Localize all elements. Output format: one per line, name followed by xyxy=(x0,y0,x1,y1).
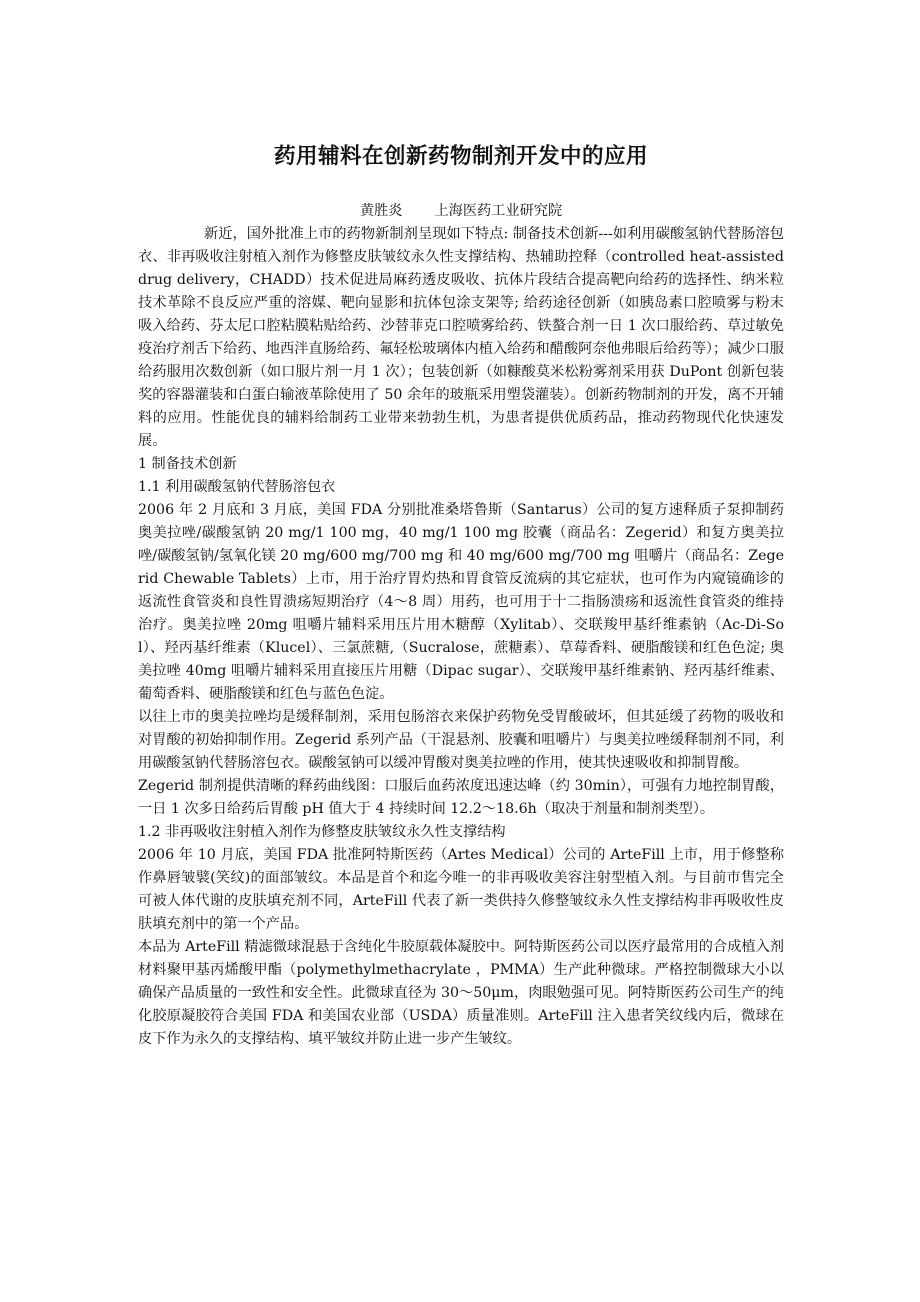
author-line xyxy=(138,200,784,223)
subsection-heading-1-2: 1.2 非再吸收注射植入剂作为修整皮肤皱纹永久性支撑结构 xyxy=(138,824,506,840)
paragraph: 2006 年 10 月底，美国 FDA 批准阿特斯医药（Artes Medical）公司的 ArteFill 上市，用于修整称作鼻唇皱襞(笑纹)的面部皱纹。本品是首个和迄今唯一的非再吸收美容注射型植入剂。与目前市售完全可被人体代谢的皮肤填充剂不同，ArteFill 代表了新一类供持久修整皱纹永久性支撑结构非再吸收性皮肤填充剂中的第一个产品。 xyxy=(138,847,784,932)
paragraph: 2006 年 2 月底和 3 月底，美国 FDA 分别批准桑塔鲁斯（Santarus）公司的复方速释质子泵抑制药奥美拉唑/碳酸氢钠 20 mg/1 100 mg，40 mg/1 100 mg 胶囊（商品名：Zegerid）和复方奥美拉唑/碳酸氢钠/氢氧化镁 20 mg/600 mg/700 mg 和 40 mg/600 mg/700 mg 咀嚼片（商品名：Zegerid Chewable Tablets）上市，用于治疗胃灼热和胃食管反流病的其它症状，也可作为内窥镜确诊的返流性食管炎和良性胃溃疡短期治疗（4～8 周）用药，也可用于十二指肠溃疡和返流性食管炎的维持治疗。奥美拉唑 20mg 咀嚼片辅料采用压片用木糖醇（Xylitab）、交联羧甲基纤维素钠（Ac-Di-Sol）、羟丙基纤维素（Klucel）、三氯蔗糖,（Sucralose，蔗糖素）、草莓香料、硬脂酸镁和红色色淀; 奥美拉唑 40mg 咀嚼片辅料采用直接压片用糖（Dipac sugar）、交联羧甲基纤维素钠、羟丙基纤维素、葡萄香料、硬脂酸镁和红色与蓝色色淀。 xyxy=(138,502,784,702)
paragraph: Zegerid 制剂提供清晰的释药曲线图：口服后血药浓度迅速达峰（约 30min），可强有力地控制胃酸，一日 1 次多日给药后胃酸 pH 值大于 4 持续时间 12.2～18.6h（取决于剂量和制剂类型）。 xyxy=(138,778,784,817)
paragraph: 本品为 ArteFill 精滤微球混悬于含纯化牛胶原载体凝胶中。阿特斯医药公司以医疗最常用的合成植入剂材料聚甲基丙烯酸甲酯（polymethylmethacrylate ，PMMA）生产此种微球。严格控制微球大小以确保产品质量的一致性和安全性。此微球直径为 30～50μm，肉眼勉强可见。阿特斯医药公司生产的纯化胶原凝胶符合美国 FDA 和美国农业部（USDA）质量准则。ArteFill 注入患者笑纹线内后，微球在皮下作为永久的支撑结构、填平皱纹并防止进一步产生皱纹。 xyxy=(138,939,784,1047)
document-title: 药用辅料在创新药物制剂开发中的应用 xyxy=(273,144,648,169)
section-heading-1: 1 制备技术创新 xyxy=(138,456,237,472)
author-name: 黄胜炎 xyxy=(359,203,403,219)
paragraph: 以往上市的奥美拉唑均是缓释制剂，采用包肠溶衣来保护药物免受胃酸破坏，但其延缓了药物的吸收和对胃酸的初始抑制作用。Zegerid 系列产品（干混悬剂、胶囊和咀嚼片）与奥美拉唑缓释制剂不同，利用碳酸氢钠代替肠溶包衣。碳酸氢钠可以缓冲胃酸对奥美拉唑的作用，使其快速吸收和抑制胃酸。 xyxy=(138,709,784,771)
intro-paragraph: 新近，国外批准上市的药物新制剂呈现如下特点: 制备技术创新---如利用碳酸氢钠代替肠溶包衣、非再吸收注射植入剂作为修整皮肤皱纹永久性支撑结构、热辅助控释（controlled heat-assisted drug delivery，CHADD）技术促进局麻药透皮吸收、抗体片段结合提高靶向给药的选择性、纳米粒技术革除不良反应严重的溶媒、靶向显影和抗体包涂支架等; 给药途径创新（如胰岛素口腔喷雾与粉末吸入给药、芬太尼口腔粘膜粘贴给药、沙替菲克口腔喷雾给药、铁螯合剂一日 1 次口服给药、草过敏免疫治疗剂舌下给药、地西泮直肠给药、氟轻松玻璃体内植入给药和醋酸阿奈他弗眼后给药等）；减少口服给药服用次数创新（如口服片剂一月 1 次）；包装创新（如糠酸莫米松粉雾剂采用获 DuPont 创新包装奖的容器灌装和白蛋白输液革除使用了 50 余年的玻瓶采用塑袋灌装）。创新药物制剂的开发，离不开辅料的应用。性能优良的辅料给制药工业带来勃勃生机，为患者提供优质药品，推动药物现代化快速发展。 xyxy=(138,226,784,449)
document-body xyxy=(138,223,784,1051)
subsection-heading-1-1: 1.1 利用碳酸氢钠代替肠溶包衣 xyxy=(138,479,336,495)
document-page xyxy=(138,0,784,1051)
author-affiliation: 上海医药工业研究院 xyxy=(434,203,563,219)
